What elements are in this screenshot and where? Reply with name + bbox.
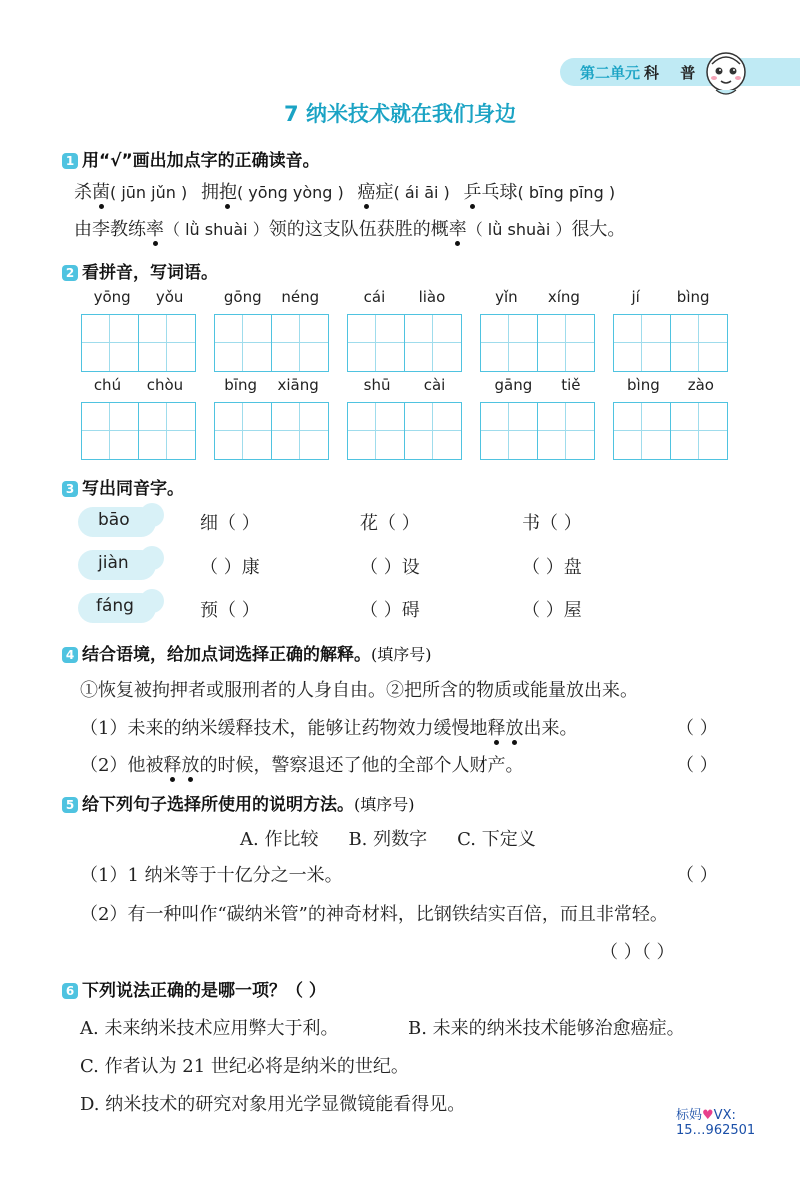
writing-cell[interactable] bbox=[671, 402, 728, 460]
q4-heading-text: 结合语境，给加点词选择正确的解释。 bbox=[82, 645, 371, 665]
writing-cell[interactable] bbox=[139, 314, 196, 372]
mascot-icon bbox=[704, 50, 748, 98]
writing-cell[interactable] bbox=[347, 402, 405, 460]
q5-options: A. 作比较 B. 列数字 C. 下定义 bbox=[240, 829, 536, 850]
q4-definitions: ①恢复被拘押者或服刑者的人身自由。②把所含的物质或能量放出来。 bbox=[80, 680, 638, 701]
writing-cell[interactable] bbox=[671, 314, 728, 372]
q2-number: 2 bbox=[62, 265, 78, 281]
writing-cell[interactable] bbox=[613, 314, 671, 372]
writing-cell[interactable] bbox=[139, 402, 196, 460]
writing-cell[interactable] bbox=[214, 402, 272, 460]
q4-note: (填序号) bbox=[371, 645, 432, 664]
writing-cell[interactable] bbox=[214, 314, 272, 372]
q1-item-3: 癌症( ái āi ) bbox=[358, 182, 450, 203]
q5-sentence-1: （1）1 纳米等于十亿分之一米。 bbox=[80, 865, 343, 886]
unit-header bbox=[580, 62, 703, 83]
writing-cell[interactable] bbox=[538, 402, 595, 460]
q4-sentence-1: （1）未来的纳米缓释技术，能够让药物效力缓慢地释放出来。 bbox=[80, 714, 577, 740]
q1-item-2: 拥抱( yōng yòng ) bbox=[201, 182, 344, 203]
word-box: cái liào bbox=[347, 288, 462, 372]
writing-cell[interactable] bbox=[81, 314, 139, 372]
q1-line2: 由李教练率（ lǜ shuài ）领的这支队伍获胜的概率（ lǜ shuài ）很大。 bbox=[74, 215, 625, 241]
q3-heading bbox=[62, 474, 184, 499]
q3-pinyin: jiàn bbox=[98, 553, 129, 573]
q3-pinyin: fáng bbox=[96, 596, 134, 616]
page-title: 7 纳米技术就在我们身边 bbox=[284, 102, 516, 126]
q3-item: （ ）碍 bbox=[360, 600, 420, 621]
q5-answer-1[interactable]: （ ） bbox=[676, 865, 718, 886]
q3-number: 3 bbox=[62, 481, 78, 497]
q6-option-c[interactable]: C. 作者认为 21 世纪必将是纳米的世纪。 bbox=[80, 1056, 409, 1077]
q3-item: （ ）屋 bbox=[522, 600, 582, 621]
q5-sentence-2: （2）有一种叫作“碳纳米管”的神奇材料，比钢铁结实百倍，而且非常轻。 bbox=[80, 904, 668, 925]
q2-heading bbox=[62, 258, 218, 283]
q3-pinyin: bāo bbox=[98, 510, 130, 530]
q3-heading-text: 写出同音字。 bbox=[82, 479, 184, 499]
q3-item: 书（ ） bbox=[522, 513, 582, 534]
word-box: bīng xiāng bbox=[214, 376, 329, 460]
q5-heading bbox=[62, 790, 415, 815]
q3-item: （ ）设 bbox=[360, 557, 420, 578]
q3-item: （ ）盘 bbox=[522, 557, 582, 578]
word-box: jí bìng bbox=[613, 288, 728, 372]
unit-label: 第二单元 bbox=[580, 64, 641, 82]
word-box: bìng zào bbox=[613, 376, 728, 460]
writing-cell[interactable] bbox=[405, 314, 462, 372]
q6-number: 6 bbox=[62, 983, 78, 999]
q5-number: 5 bbox=[62, 797, 78, 813]
q1-item-1: 杀菌( jūn jǔn ) bbox=[74, 182, 187, 203]
q3-item: 花（ ） bbox=[360, 513, 420, 534]
q4-sentence-2: （2）他被释放的时候，警察退还了他的全部个人财产。 bbox=[80, 751, 523, 777]
word-box: gāng tiě bbox=[480, 376, 595, 460]
q5-heading-text: 给下列句子选择所使用的说明方法。 bbox=[82, 795, 354, 815]
word-box: yǐn xíng bbox=[480, 288, 595, 372]
q6-option-d[interactable]: D. 纳米技术的研究对象用光学显微镜能看得见。 bbox=[80, 1094, 466, 1115]
q1-line1 bbox=[74, 178, 615, 204]
q4-number: 4 bbox=[62, 647, 78, 663]
watermark: 标妈♥VX: 15…962501 bbox=[676, 1108, 756, 1138]
writing-cell[interactable] bbox=[480, 402, 538, 460]
word-box: shū cài bbox=[347, 376, 462, 460]
q4-answer-2[interactable]: （ ） bbox=[676, 755, 718, 776]
word-box: gōng néng bbox=[214, 288, 329, 372]
q2-heading-text: 看拼音，写词语。 bbox=[82, 263, 218, 283]
subject-label: 科 普 bbox=[644, 64, 704, 82]
writing-cell[interactable] bbox=[347, 314, 405, 372]
q6-heading-text: 下列说法正确的是哪一项？（ ） bbox=[82, 981, 326, 1001]
q1-heading bbox=[62, 146, 320, 171]
q4-heading bbox=[62, 640, 432, 665]
writing-cell[interactable] bbox=[272, 314, 329, 372]
writing-cell[interactable] bbox=[81, 402, 139, 460]
q5-note: (填序号) bbox=[354, 795, 415, 814]
q6-heading bbox=[62, 976, 326, 1001]
q1-number: 1 bbox=[62, 153, 78, 169]
q6-option-a[interactable]: A. 未来纳米技术应用弊大于利。 bbox=[80, 1018, 339, 1039]
writing-cell[interactable] bbox=[538, 314, 595, 372]
word-box: yōng yǒu bbox=[81, 288, 196, 372]
q6-option-b[interactable]: B. 未来的纳米技术能够治愈癌症。 bbox=[408, 1018, 685, 1039]
q5-answer-2[interactable]: （ ）（ ） bbox=[600, 942, 675, 963]
word-box: chú chòu bbox=[81, 376, 196, 460]
writing-cell[interactable] bbox=[480, 314, 538, 372]
writing-cell[interactable] bbox=[613, 402, 671, 460]
q3-item: 细（ ） bbox=[200, 513, 260, 534]
q4-answer-1[interactable]: （ ） bbox=[676, 718, 718, 739]
q3-item: 预（ ） bbox=[200, 600, 260, 621]
q1-heading-text: 用“√”画出加点字的正确读音。 bbox=[82, 151, 320, 171]
q3-item: （ ）康 bbox=[200, 557, 260, 578]
writing-cell[interactable] bbox=[272, 402, 329, 460]
q1-item-4: 乒乓球( bīng pīng ) bbox=[464, 182, 616, 203]
writing-cell[interactable] bbox=[405, 402, 462, 460]
